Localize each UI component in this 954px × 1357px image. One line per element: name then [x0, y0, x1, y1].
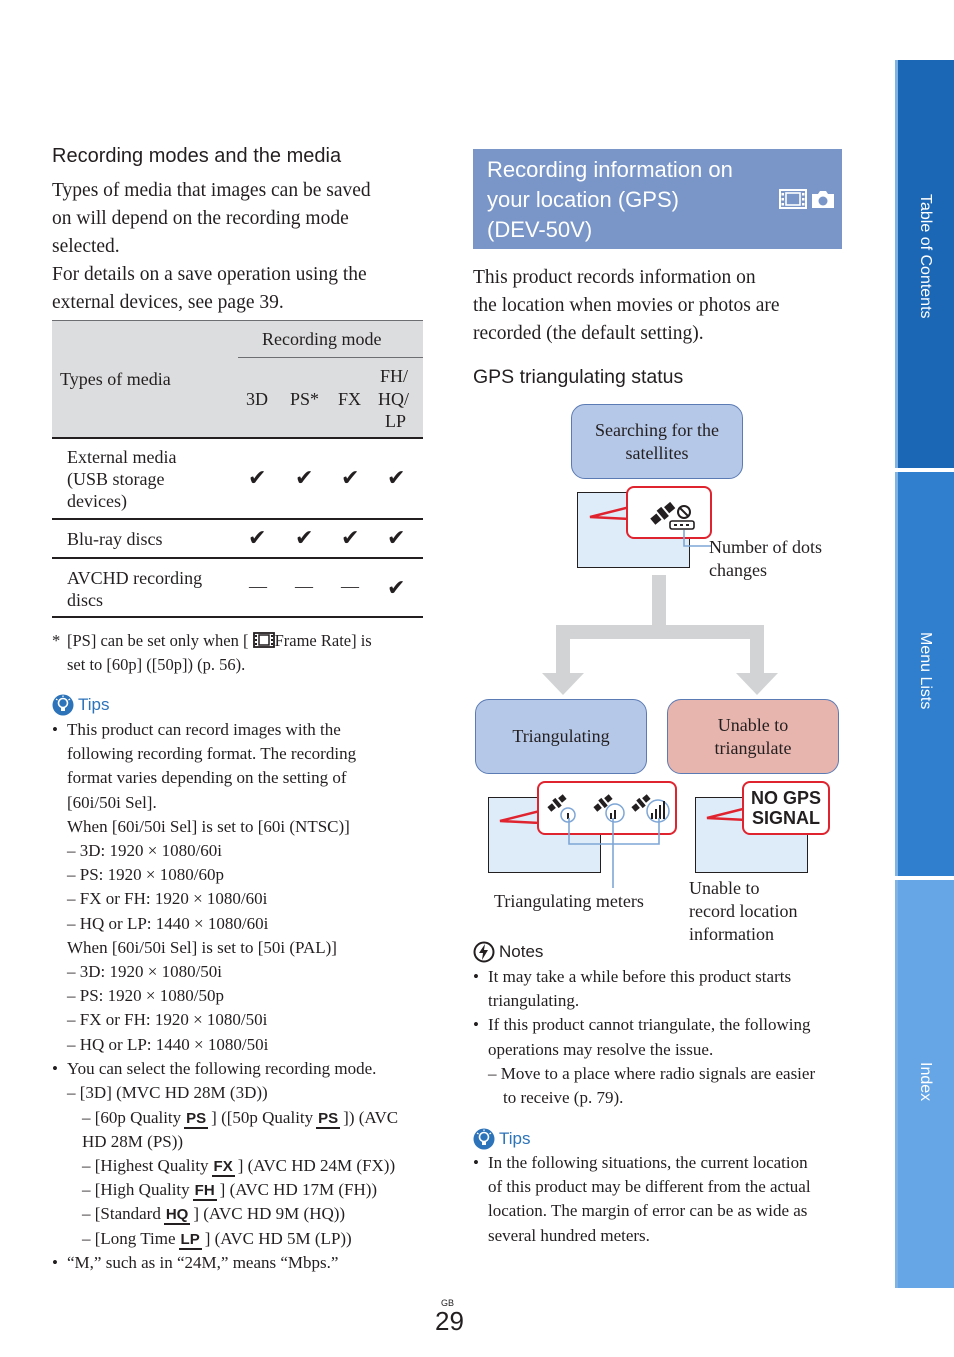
meters-leader-line [566, 818, 662, 888]
list-item: following recording format. The recording [67, 744, 357, 764]
list-item: When [60i/50i Sel] is set to [60i (NTSC)] [67, 816, 350, 836]
row-avchd-line: discs [67, 590, 103, 610]
bullet: • [52, 720, 58, 739]
gps-intro [473, 264, 780, 348]
list-item: – FX or FH: 1920 × 1080/50i [67, 1010, 268, 1030]
mode-header: Recording mode [262, 329, 382, 349]
gps-title-box [473, 149, 842, 249]
mode-line [82, 1178, 377, 1202]
mode-text: ] (AVC HD 9M (HQ)) [193, 1204, 346, 1223]
lightbulb-icon [473, 1128, 495, 1150]
bubble-text: Triangulating [512, 726, 610, 746]
list-item: to receive (p. 79). [503, 1088, 624, 1107]
list-item: – Move to a place where radio signals are easier [488, 1063, 816, 1083]
list-item: It may take a while before this product starts [488, 967, 792, 986]
section-heading: Recording modes and the media [52, 145, 342, 167]
list-item: – 3D: 1920 × 1080/60i [67, 841, 223, 860]
check-mark: ✔ [248, 466, 267, 491]
table-bottom-rule [52, 616, 423, 618]
gps-intro-line: recorded (the default setting). [473, 323, 704, 344]
bullet: • [473, 967, 479, 986]
col-ps: PS* [290, 389, 320, 409]
list-item: – PS: 1920 × 1080/60p [67, 865, 224, 885]
list-item: This product can record images with the [67, 720, 341, 739]
callout-pointer [498, 809, 540, 824]
mode-text: ]) (AVC [343, 1108, 399, 1127]
row-avchd-line: AVCHD recording [67, 568, 203, 588]
list-item: several hundred meters. [488, 1225, 650, 1245]
check-mark: ✔ [248, 526, 267, 551]
tips-label: Tips [499, 1129, 531, 1148]
mode-text: – [Standard [82, 1204, 161, 1223]
lightbulb-icon [52, 694, 74, 716]
mode-text: ] (AVC HD 5M (LP)) [204, 1229, 352, 1248]
footnote [67, 629, 372, 653]
col-lp: LP [385, 411, 407, 431]
label-text: Unable to [689, 878, 760, 898]
check-mark: ✔ [387, 466, 406, 491]
list-item: – HQ or LP: 1440 × 1080/60i [67, 913, 269, 933]
film-icon [253, 632, 275, 648]
mode-chip: PS [186, 1110, 207, 1127]
row-usb [67, 446, 176, 512]
check-mark: ✔ [387, 576, 406, 601]
list-item: – [3D] (MVC HD 28M (3D)) [67, 1083, 268, 1102]
mode-text: ] (AVC HD 24M (FX)) [237, 1156, 396, 1175]
list-item: triangulating. [488, 991, 580, 1011]
intro-line: on will depend on the recording mode [52, 208, 349, 229]
callout-pointer [588, 505, 630, 520]
mode-text: ] (AVC HD 17M (FH)) [219, 1180, 378, 1199]
unable-record-label [689, 877, 797, 946]
tab-menu-lists[interactable] [895, 472, 954, 876]
no-gps-text: NO GPS [750, 788, 821, 808]
mode-text: – [Long Time [82, 1229, 176, 1248]
last-tip: “M,” such as in “24M,” means “Mbps.” [67, 1253, 339, 1272]
list-item: – PS: 1920 × 1080/50p [67, 986, 224, 1006]
tab-table-of-contents[interactable] [895, 60, 954, 468]
intro-line: For details on a save operation using the [52, 264, 367, 285]
mode-chip: FX [213, 1158, 233, 1175]
row-divider [52, 437, 423, 439]
footnote-star: * [52, 631, 61, 650]
row-usb-line: (USB storage [67, 469, 165, 489]
tips-header [473, 1128, 531, 1150]
bullet: • [473, 1015, 479, 1035]
dots-leader-line [683, 530, 711, 550]
bubble-text: Unable to [717, 714, 789, 735]
footnote-text: [PS] can be set only when [ [67, 631, 249, 650]
notes-icon [473, 941, 495, 963]
bullet: • [473, 1153, 479, 1172]
unable-bubble [667, 699, 839, 774]
mode-line [82, 1227, 352, 1251]
no-gps-text: SIGNAL [751, 808, 820, 828]
check-mark: ✔ [341, 526, 360, 551]
list-item: format varies depending on the setting of [67, 768, 347, 788]
bullet: • [52, 1253, 58, 1272]
dash-mark: — [295, 576, 313, 596]
list-item: In the following situations, the current location [488, 1153, 808, 1172]
mode-text: – [Highest Quality [82, 1156, 209, 1175]
mode-chip: PS [318, 1110, 339, 1127]
mode-chip: LP [180, 1231, 200, 1248]
gps-intro-line: This product records information on [473, 267, 756, 288]
notes-label: Notes [499, 942, 544, 961]
row-avchd [67, 567, 202, 611]
bubble-text: triangulate [714, 737, 792, 758]
region-code: GB [441, 1298, 455, 1308]
triangulating-bubble [475, 699, 647, 774]
page-number: 29 [435, 1306, 464, 1336]
title-line: (DEV-50V) [487, 217, 593, 242]
list-item: – 3D: 1920 × 1080/50i [67, 962, 223, 981]
satellite-searching-icon [648, 500, 698, 532]
tips-label: Tips [78, 695, 110, 714]
bubble-text: satellites [625, 442, 689, 463]
camera-icon [810, 189, 836, 209]
mode-chip: FH [194, 1182, 215, 1199]
tips-header [52, 694, 110, 716]
row-divider [52, 518, 423, 520]
check-mark: ✔ [341, 466, 360, 491]
check-mark: ✔ [295, 466, 314, 491]
col-fh: FH/ [380, 366, 409, 386]
row-bluray: Blu-ray discs [67, 529, 163, 549]
tab-label: Table of Contents [917, 194, 934, 319]
mode-line [82, 1154, 395, 1178]
footnote-line: set to [60p] ([50p]) (p. 56). [67, 655, 246, 674]
mode-line [82, 1106, 398, 1130]
movie-mode-icon [779, 189, 807, 209]
col-hq: HQ/ [378, 389, 409, 409]
intro-paragraph [52, 177, 371, 317]
dash-mark: — [249, 576, 267, 596]
row-usb-line: devices) [67, 491, 127, 511]
label-text: information [689, 924, 774, 944]
list-item: operations may resolve the issue. [488, 1039, 714, 1059]
gps-subheading: GPS triangulating status [473, 366, 684, 388]
list-item: If this product cannot triangulate, the following [488, 1015, 811, 1035]
types-header: Types of media [60, 369, 171, 389]
mode-chip: HQ [165, 1206, 189, 1223]
list-item: – FX or FH: 1920 × 1080/60i [67, 889, 268, 909]
note-text: Number of dots [709, 537, 822, 557]
flow-arrows [540, 575, 780, 697]
bubble-text: Searching for the [595, 419, 719, 440]
mode-text: – [60p Quality [82, 1108, 182, 1127]
notes-header [473, 941, 543, 963]
list-item: – HQ or LP: 1440 × 1080/50i [67, 1034, 269, 1054]
list-item: of this product may be different from the actual [488, 1177, 811, 1197]
footnote-text: Frame Rate] is [274, 631, 372, 650]
header-divider [238, 357, 423, 358]
mode-line [82, 1202, 345, 1226]
list-item: When [60i/50i Sel] is set to [50i (PAL)] [67, 937, 337, 957]
tab-label: Menu Lists [917, 632, 934, 710]
row-usb-line: External media [67, 447, 177, 467]
searching-bubble [571, 404, 743, 479]
dash-mark: — [341, 576, 359, 596]
list-item: You can select the following recording mode. [67, 1058, 377, 1078]
list-item: [60i/50i Sel]. [67, 792, 157, 812]
tab-label: Index [917, 1062, 934, 1102]
col-fx: FX [338, 389, 362, 409]
list-item: location. The margin of error can be as wide as [488, 1201, 808, 1221]
meters-label: Triangulating meters [494, 891, 644, 911]
intro-line: selected. [52, 236, 120, 257]
title-line: your location (GPS) [487, 187, 679, 212]
label-text: record location [689, 901, 798, 921]
intro-line: external devices, see page 39. [52, 292, 284, 313]
note-text: changes [709, 560, 767, 580]
intro-line: Types of media that images can be saved [52, 180, 371, 201]
mode-text: – [High Quality [82, 1180, 190, 1199]
tab-index[interactable] [895, 880, 954, 1288]
check-mark: ✔ [387, 526, 406, 551]
gps-intro-line: the location when movies or photos are [473, 295, 780, 316]
no-gps-callout [742, 781, 830, 835]
callout-pointer [705, 806, 747, 821]
bullet: • [52, 1058, 58, 1078]
media-table [52, 320, 423, 618]
title-line: Recording information on [487, 157, 733, 182]
row-divider [52, 557, 423, 559]
check-mark: ✔ [295, 526, 314, 551]
mode-text: ] ([50p Quality [211, 1108, 314, 1127]
col-3d: 3D [246, 389, 268, 409]
mode-line: HD 28M (PS)) [82, 1132, 184, 1151]
